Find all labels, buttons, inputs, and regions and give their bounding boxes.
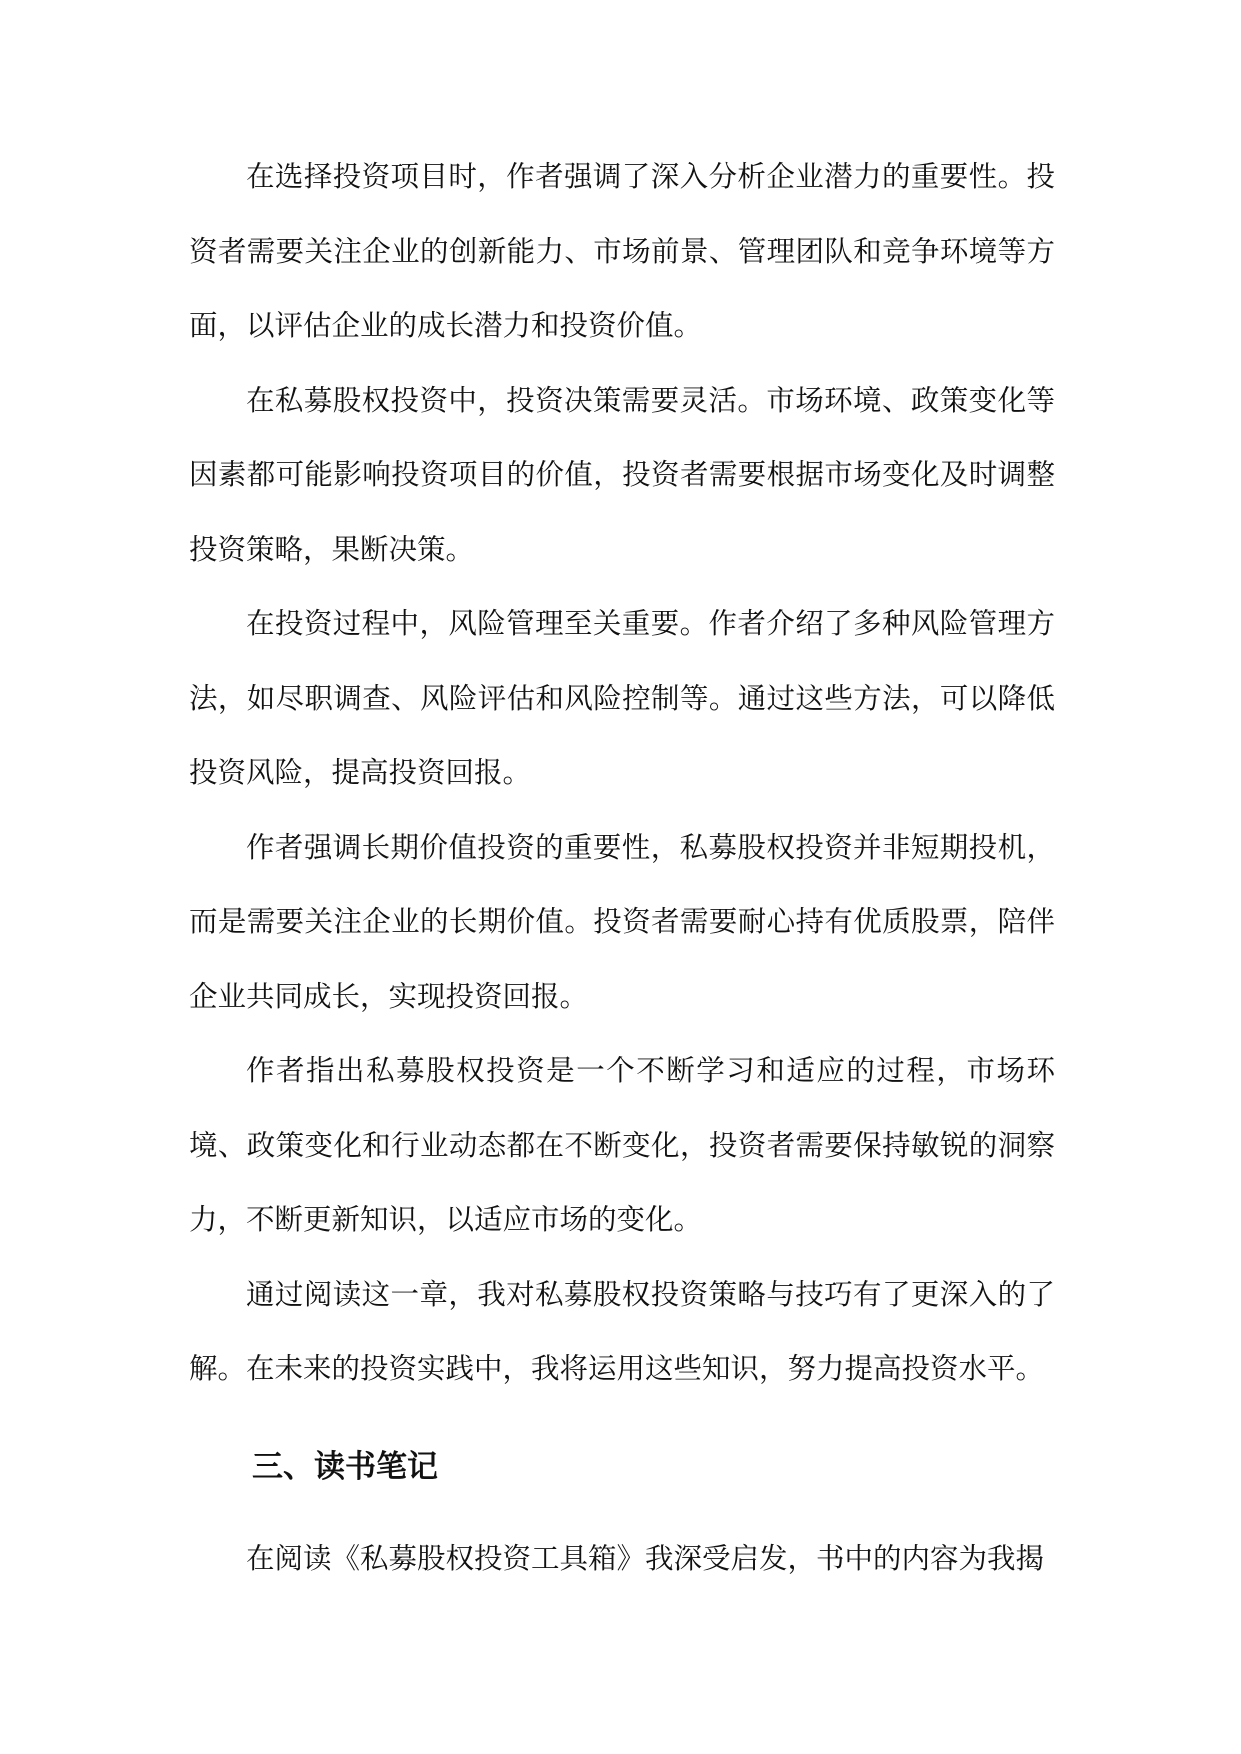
paragraph-continuous-learning: 作者指出私募股权投资是一个不断学习和适应的过程，市场环境、政策变化和行业动态都在不断变化，投资者需要保持敏锐的洞察力，不断更新知识，以适应市场的变化。 bbox=[189, 1054, 1055, 1236]
paragraph-risk-management: 在投资过程中，风险管理至关重要。作者介绍了多种风险管理方法，如尽职调查、风险评估和风险控制等。通过这些方法，可以降低投资风险，提高投资回报。 bbox=[189, 607, 1055, 789]
paragraph-project-selection: 在选择投资项目时，作者强调了深入分析企业潜力的重要性。投资者需要关注企业的创新能力、市场前景、管理团队和竞争环境等方面，以评估企业的成长潜力和投资价值。 bbox=[189, 160, 1055, 342]
paragraph-flexible-decisions: 在私募股权投资中，投资决策需要灵活。市场环境、政策变化等因素都可能影响投资项目的价值，投资者需要根据市场变化及时调整投资策略，果断决策。 bbox=[189, 383, 1055, 566]
section-heading: 三、读书笔记 bbox=[252, 1448, 438, 1485]
paragraph-reading-notes: 在阅读《私募股权投资工具箱》我深受启发，书中的内容为我揭 bbox=[246, 1541, 1045, 1575]
document-body bbox=[189, 140, 1055, 1596]
paragraph-long-term-value: 作者强调长期价值投资的重要性，私募股权投资并非短期投机，而是需要关注企业的长期价值。投资者需要耐心持有优质股票，陪伴企业共同成长，实现投资回报。 bbox=[189, 830, 1055, 1013]
paragraph-chapter-summary: 通过阅读这一章，我对私募股权投资策略与技巧有了更深入的了解。在未来的投资实践中，我将运用这些知识，努力提高投资水平。 bbox=[189, 1277, 1055, 1385]
